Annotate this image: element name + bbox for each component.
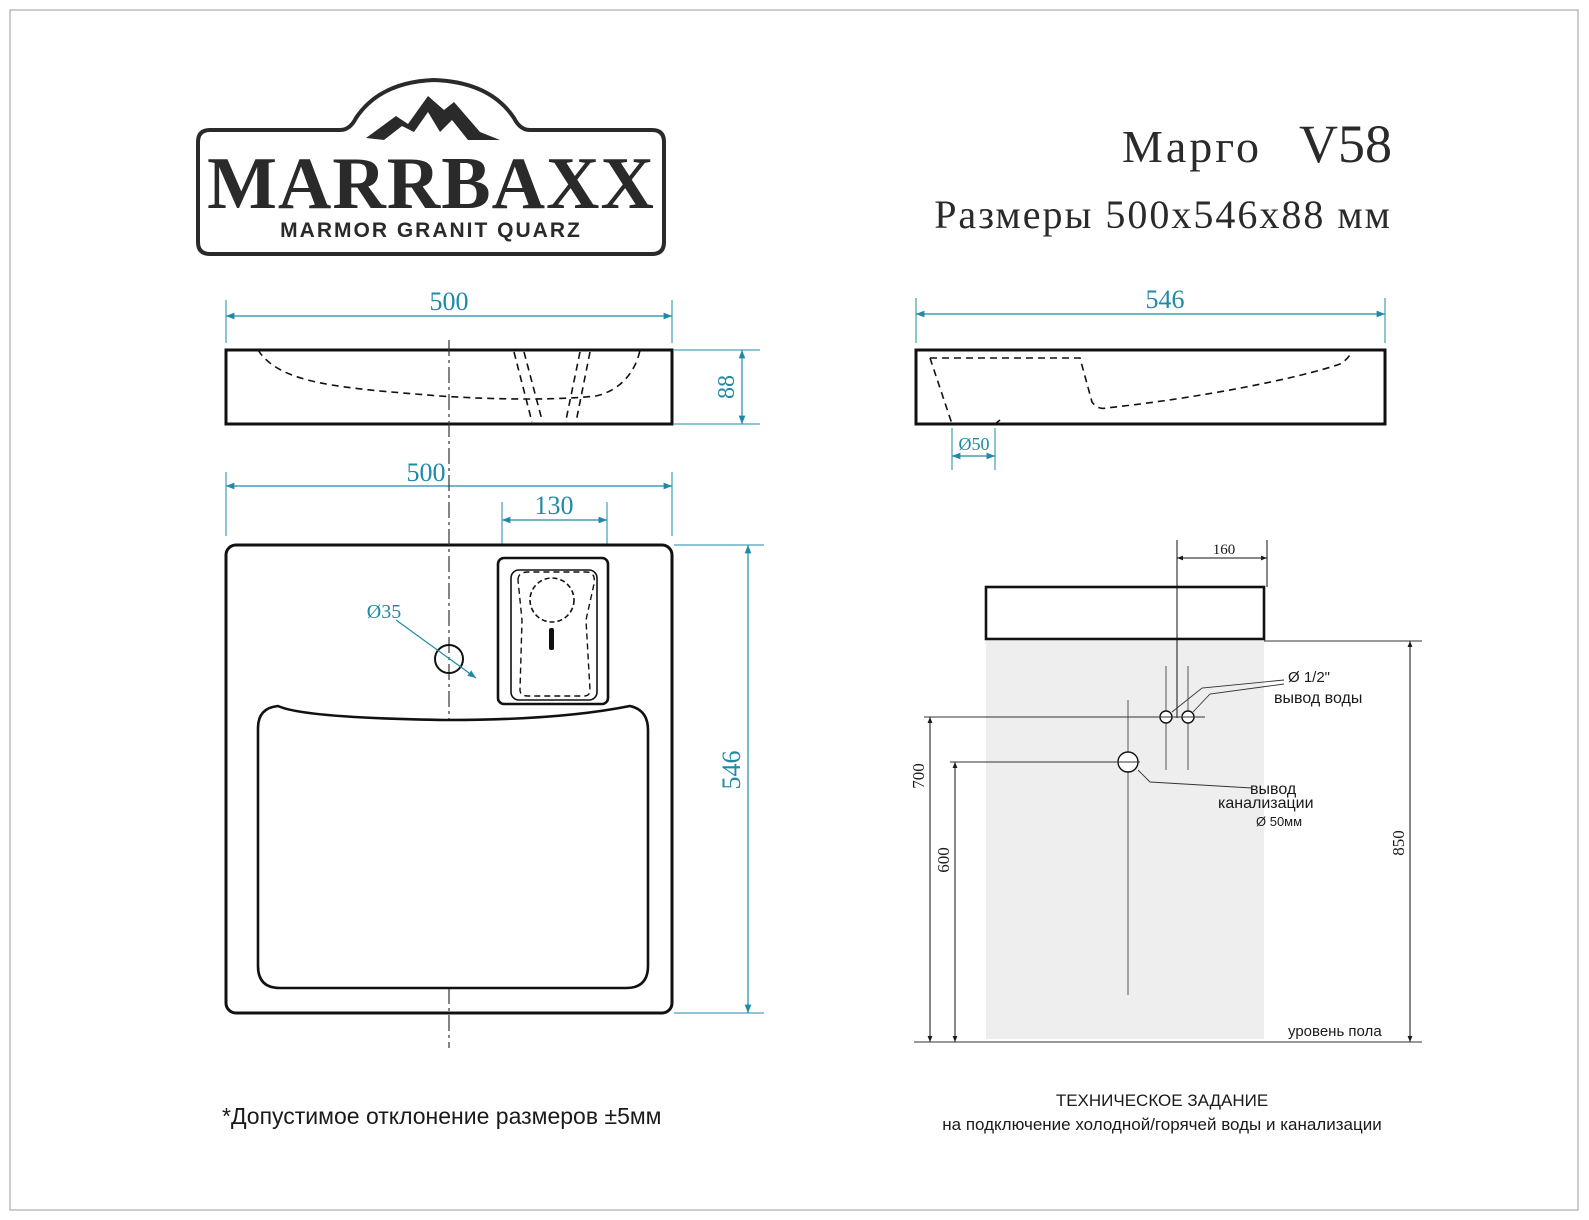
- basin-side-outline: [916, 350, 1385, 424]
- installation-diagram: [909, 540, 1422, 1042]
- brand-tagline: MARMOR GRANIT QUARZ: [280, 219, 582, 242]
- tolerance-note: *Допустимое отклонение размеров ±5мм: [222, 1103, 662, 1129]
- front-view: [226, 287, 760, 424]
- spec-title: ТЕХНИЧЕСКОЕ ЗАДАНИЕ: [1055, 1091, 1269, 1110]
- floor-label: уровень пола: [1288, 1023, 1382, 1040]
- offset-160-value: 160: [1212, 542, 1236, 558]
- top-width-value: 500: [406, 458, 446, 487]
- side-view: [916, 285, 1385, 470]
- model-code: V58: [1299, 114, 1392, 174]
- basin-on-wall: [986, 587, 1264, 639]
- model-name: Марго: [1121, 121, 1262, 172]
- faucet-block-value: 130: [534, 491, 574, 520]
- water-outlet-size: Ø 1/2": [1288, 669, 1331, 686]
- drain-diameter-value: Ø50: [958, 434, 990, 454]
- wall-area: [986, 641, 1264, 1039]
- front-width-value: 500: [429, 287, 469, 316]
- side-length-value: 546: [1145, 285, 1185, 314]
- brand-name: MARRBAXX: [207, 143, 655, 225]
- height-600-value: 600: [934, 847, 953, 873]
- size-line: Размеры 500х546х88 мм: [934, 192, 1392, 237]
- front-height-value: 88: [714, 375, 740, 399]
- spec-subtitle: на подключение холодной/горячей воды и канализации: [942, 1115, 1382, 1134]
- drain-size: Ø 50мм: [1256, 814, 1303, 829]
- water-outlet-label: вывод воды: [1274, 690, 1363, 707]
- drain-label-2: канализации: [1218, 795, 1314, 812]
- hole-diameter-value: Ø35: [366, 601, 402, 623]
- top-view: [226, 340, 764, 1048]
- brand-logo: [198, 80, 664, 254]
- faucet-lever-icon: [549, 628, 554, 650]
- top-depth-value: 546: [717, 750, 746, 790]
- bowl-opening-outline: [258, 706, 648, 988]
- height-850-value: 850: [1389, 830, 1408, 856]
- height-700-value: 700: [909, 763, 928, 789]
- drain-label-1: вывод: [1250, 781, 1297, 798]
